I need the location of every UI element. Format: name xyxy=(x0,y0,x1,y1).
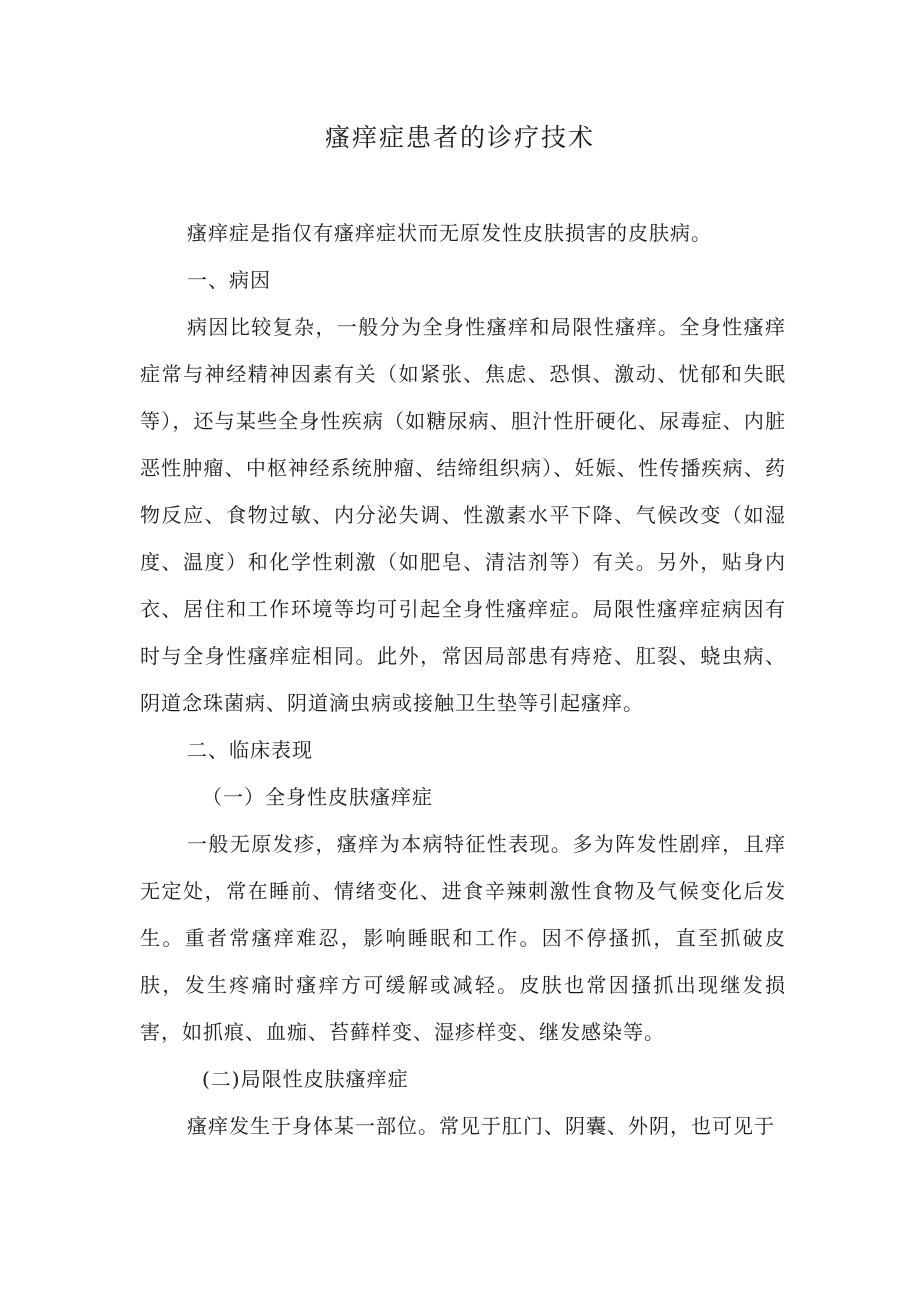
subsection-heading-generalized: （一）全身性皮肤瘙痒症 xyxy=(202,785,433,809)
intro-paragraph: 瘙痒症是指仅有瘙痒症状而无原发性皮肤损害的皮肤病。 xyxy=(187,221,712,245)
localized-paragraph: 瘙痒发生于身体某一部位。常见于肛门、阴囊、外阴，也可见于 xyxy=(187,1114,775,1138)
generalized-paragraph: 一般无原发疹，瘙痒为本病特征性表现。多为阵发性剧痒，且痒无定处，常在睡前、情绪变化、进食辛辣刺激性食物及气候变化后发生。重者常瘙痒难忍，影响睡眠和工作。因不停搔抓，直至抓破皮肤，发生疼痛时瘙痒方可缓解或减轻。皮肤也常因搔抓出现继发损害，如抓痕、血痂、苔藓样变、湿疹样变、继发感染等。 xyxy=(140,832,786,1044)
subsection-heading-localized: (二)局限性皮肤瘙痒症 xyxy=(202,1067,409,1091)
document-title: 瘙痒症患者的诊疗技术 xyxy=(324,123,595,152)
section-heading-clinical: 二、临床表现 xyxy=(187,738,313,762)
section-heading-etiology: 一、病因 xyxy=(187,268,271,292)
etiology-paragraph: 病因比较复杂，一般分为全身性瘙痒和局限性瘙痒。全身性瘙痒症常与神经精神因素有关（如紧张、焦虑、恐惧、激动、忧郁和失眠等），还与某些全身性疾病（如糖尿病、胆汁性肝硬化、尿毒症、内脏恶性肿瘤、中枢神经系统肿瘤、结缔组织病）、妊娠、性传播疾病、药物反应、食物过敏、内分泌失调、性激素水平下降、气候改变（如湿度、温度）和化学性刺激（如肥皂、清洁剂等）有关。另外，贴身内衣、居住和工作环境等均可引起全身性瘙痒症。局限性瘙痒症病因有时与全身性瘙痒症相同。此外，常因局部患有痔疮、肛裂、蛲虫病、阴道念珠菌病、阴道滴虫病或接触卫生垫等引起瘙痒。 xyxy=(140,315,786,715)
document-body xyxy=(140,210,786,1150)
